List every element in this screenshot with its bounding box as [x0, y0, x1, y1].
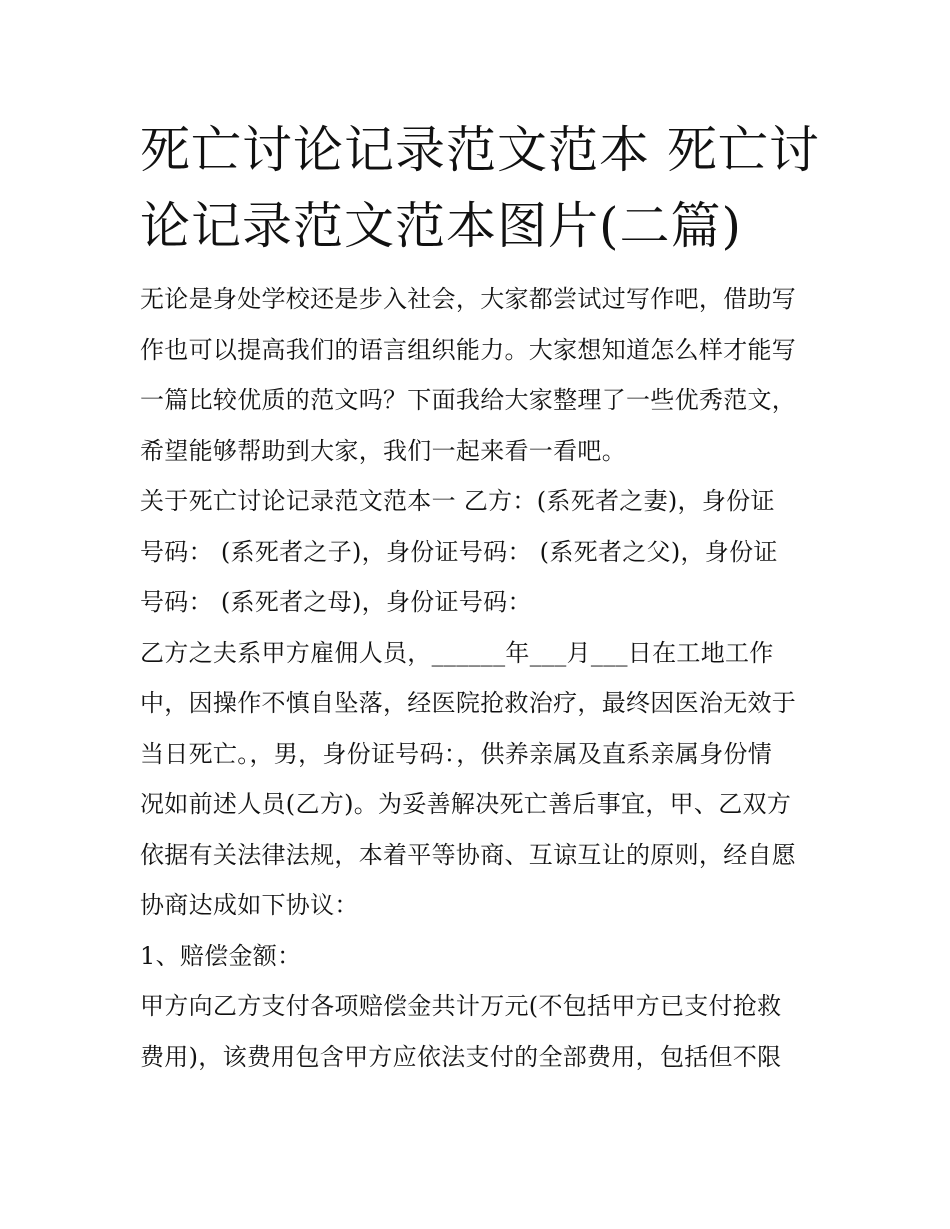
document-page — [140, 112, 820, 1082]
text-line: 况如前述人员(乙方)。为妥善解决死亡善后事宜，甲、乙双方 — [140, 790, 792, 818]
text-line: 乙方之夫系甲方雇佣人员，______年___月___日在工地工作 — [140, 638, 774, 667]
text-line: 协商达成如下协议： — [140, 891, 359, 919]
text-line: 号码： (系死者之母)，身份证号码： — [140, 588, 532, 616]
text-line: 1、赔偿金额： — [140, 941, 302, 970]
facts-paragraph — [140, 628, 820, 931]
text-line: 希望能够帮助到大家，我们一起来看一看吧。 — [140, 436, 626, 465]
text-line: 甲方向乙方支付各项赔偿金共计万元(不包括甲方已支付抢救 — [140, 992, 782, 1020]
parties-paragraph — [140, 476, 820, 628]
text-line: 一篇比较优质的范文吗？下面我给大家整理了一些优秀范文， — [140, 386, 797, 414]
text-line: 当日死亡。，男，身份证号码：，供养亲属及直系亲属身份情 — [140, 739, 773, 768]
title-line: 死亡讨论记录范文范本 死亡讨 — [140, 121, 820, 179]
text-line: 号码： (系死者之子)，身份证号码： (系死者之父)，身份证 — [140, 537, 778, 566]
text-line: 作也可以提高我们的语言组织能力。大家想知道怎么样才能写 — [140, 335, 797, 364]
text-line: 无论是身处学校还是步入社会，大家都尝试过写作吧，借助写 — [140, 285, 797, 313]
document-title — [140, 112, 820, 264]
section-heading — [140, 931, 820, 982]
text-line: 依据有关法律法规，本着平等协商、互谅互让的原则，经自愿 — [140, 840, 797, 869]
text-line: 关于死亡讨论记录范文范本一 乙方：(系死者之妻)，身份证 — [140, 487, 775, 515]
intro-paragraph — [140, 274, 820, 476]
text-line: 中，因操作不慎自坠落，经医院抢救治疗，最终因医治无效于 — [140, 689, 797, 717]
compensation-paragraph — [140, 981, 820, 1082]
text-line: 费用)，该费用包含甲方应依法支付的全部费用，包括但不限 — [140, 1042, 782, 1071]
title-line: 论记录范文范本图片(二篇) — [140, 197, 743, 255]
